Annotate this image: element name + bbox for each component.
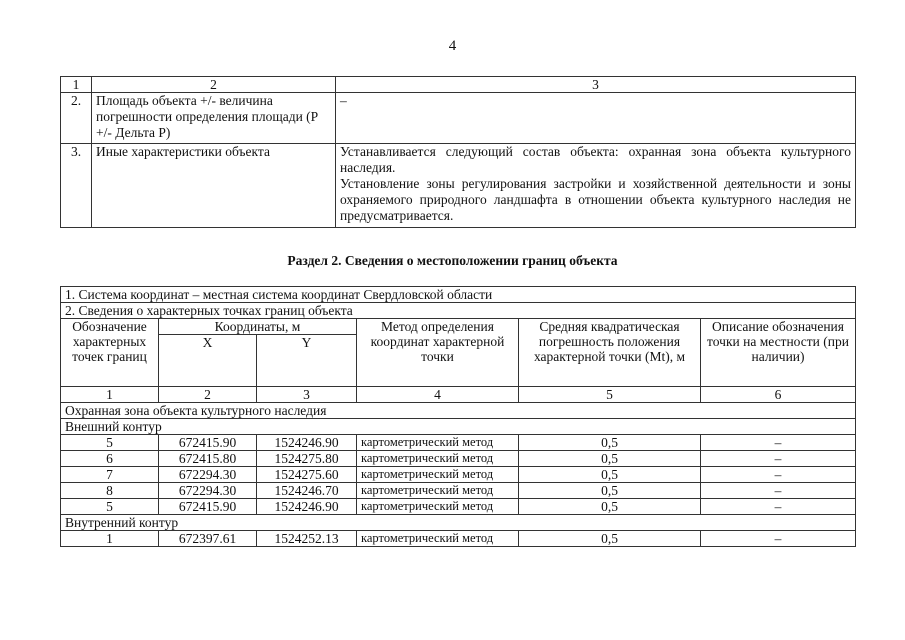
method: картометрический метод [357, 499, 519, 515]
header-point: Обозначение характерных точек границ [61, 319, 159, 387]
table-row [61, 435, 856, 451]
column-number: 6 [701, 387, 856, 403]
coord-x: 672294.30 [159, 467, 257, 483]
row-label: Площадь объекта +/- величина погрешности определения площади (Р +/- Дельта Р) [92, 93, 336, 144]
zone-title-row [61, 403, 856, 419]
outer-contour-row [61, 419, 856, 435]
coord-x: 672415.90 [159, 435, 257, 451]
table-row [61, 451, 856, 467]
method: картометрический метод [357, 435, 519, 451]
error: 0,5 [519, 499, 701, 515]
header-y: Y [257, 335, 357, 387]
coordinate-system: 1. Система координат – местная система координат Свердловской области [61, 287, 856, 303]
point-id: 5 [61, 435, 159, 451]
description: – [701, 531, 856, 547]
coord-x: 672294.30 [159, 483, 257, 499]
header-x: X [159, 335, 257, 387]
table-row [61, 499, 856, 515]
column-numbers-row [61, 387, 856, 403]
row-label: Иные характеристики объекта [92, 144, 336, 228]
coord-x: 672397.61 [159, 531, 257, 547]
section-title: Раздел 2. Сведения о местоположении границ объекта [287, 253, 618, 268]
description: – [701, 451, 856, 467]
column-number: 1 [61, 387, 159, 403]
point-id: 6 [61, 451, 159, 467]
header-coordinates: Координаты, м [159, 319, 357, 335]
outer-contour-title: Внешний контур [61, 419, 856, 435]
description: – [701, 435, 856, 451]
description: – [701, 467, 856, 483]
coord-y: 1524275.60 [257, 467, 357, 483]
row-value: – [336, 93, 856, 144]
column-number: 4 [357, 387, 519, 403]
header-method: Метод определения координат характерной точки [357, 319, 519, 387]
table-row [61, 483, 856, 499]
table-header-row [61, 319, 856, 335]
method: картометрический метод [357, 483, 519, 499]
inner-contour-title: Внутренний контур [61, 515, 856, 531]
object-characteristics-table [60, 76, 856, 228]
method: картометрический метод [357, 451, 519, 467]
table-row [61, 93, 856, 144]
points-title-row [61, 303, 856, 319]
row-number: 2. [61, 93, 92, 144]
error: 0,5 [519, 483, 701, 499]
row-number: 3. [61, 144, 92, 228]
table-row [61, 467, 856, 483]
coord-y: 1524246.90 [257, 435, 357, 451]
method: картометрический метод [357, 531, 519, 547]
page-number: 4 [448, 38, 457, 54]
error: 0,5 [519, 531, 701, 547]
table-header-row [61, 77, 856, 93]
column-number: 3 [257, 387, 357, 403]
column-number: 2 [159, 387, 257, 403]
error: 0,5 [519, 467, 701, 483]
zone-title: Охранная зона объекта культурного наследия [61, 403, 856, 419]
row-value-paragraph: Устанавливается следующий состав объекта: охранная зона объекта культурного наследия. [340, 144, 851, 175]
error: 0,5 [519, 435, 701, 451]
coord-y: 1524246.90 [257, 499, 357, 515]
coord-y: 1524246.70 [257, 483, 357, 499]
point-id: 8 [61, 483, 159, 499]
coord-x: 672415.90 [159, 499, 257, 515]
inner-contour-row [61, 515, 856, 531]
point-id: 1 [61, 531, 159, 547]
point-id: 7 [61, 467, 159, 483]
table-row [61, 531, 856, 547]
row-value [336, 144, 856, 228]
column-number: 5 [519, 387, 701, 403]
description: – [701, 483, 856, 499]
table-row [61, 144, 856, 228]
column-number: 1 [61, 77, 92, 93]
column-number: 3 [336, 77, 856, 93]
coordinate-system-row [61, 287, 856, 303]
boundary-points-table [60, 286, 856, 547]
header-description: Описание обозначения точки на местности (при наличии) [701, 319, 856, 387]
row-value-paragraph: Установление зоны регулирования застройки и хозяйственной деятельности и зоны охраняемого природного ландшафта в отношении объекта культурного наследия не предусматривается. [340, 176, 851, 223]
description: – [701, 499, 856, 515]
coord-y: 1524275.80 [257, 451, 357, 467]
error: 0,5 [519, 451, 701, 467]
coord-y: 1524252.13 [257, 531, 357, 547]
coord-x: 672415.80 [159, 451, 257, 467]
column-number: 2 [92, 77, 336, 93]
header-error: Средняя квадратическая погрешность положения характерной точки (Mt), м [519, 319, 701, 387]
method: картометрический метод [357, 467, 519, 483]
points-title: 2. Сведения о характерных точках границ объекта [61, 303, 856, 319]
point-id: 5 [61, 499, 159, 515]
